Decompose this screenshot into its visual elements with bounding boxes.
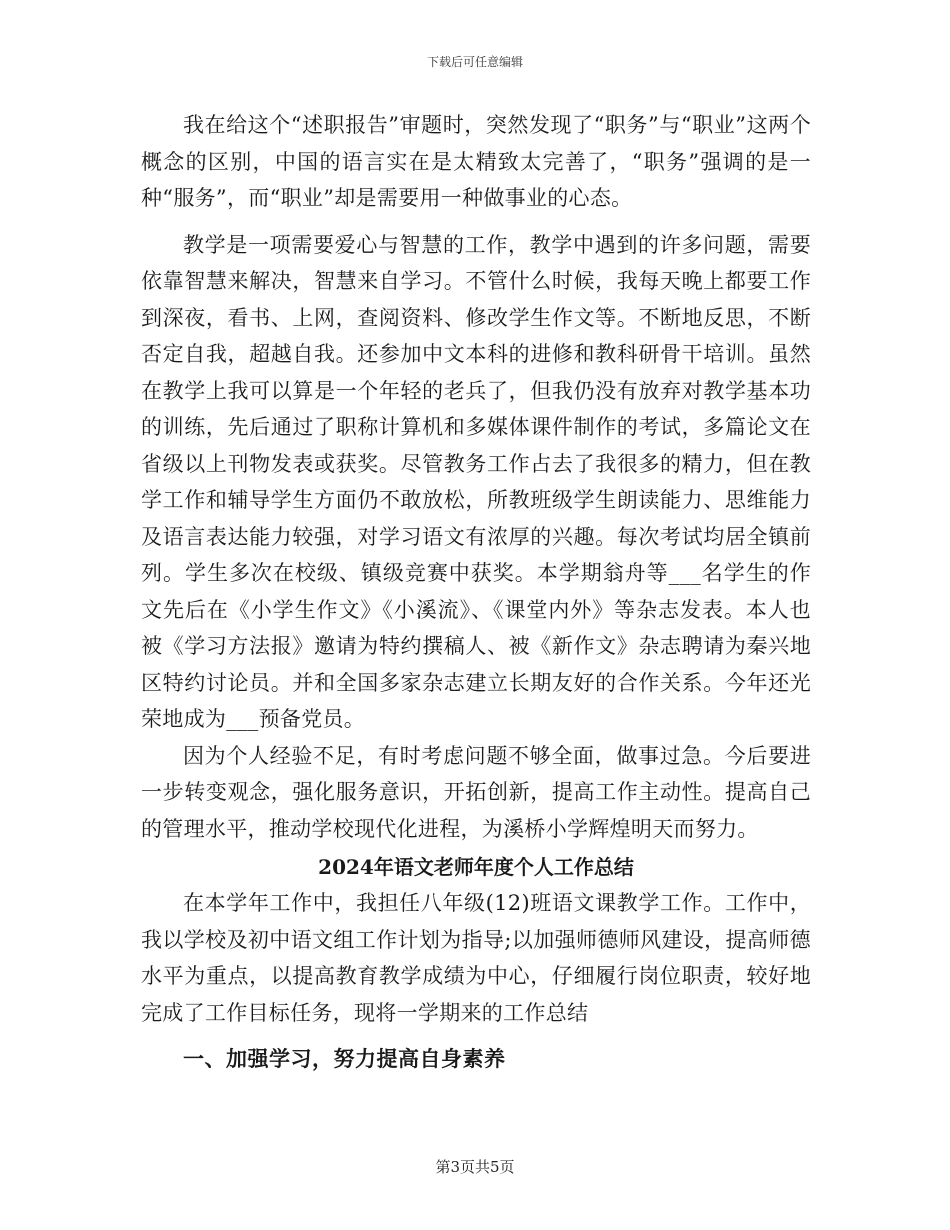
page-number: 第3页共5页 [435,1158,515,1176]
intro-paragraph: 在本学年工作中，我担任八年级(12)班语文课教学工作。工作中，我以学校及初中语文组工作计划为指导;以加强师德师风建设，提高师德水平为重点，以提高教育教学成绩为中心，仔细履行岗位职责，较好地完成了工作目标任务，现将一学期来的工作总结 [141,891,811,1025]
paragraph-3: 因为个人经验不足，有时考虑问题不够全面，做事过急。今后要进一步转变观念，强化服务意识，开拓创新，提高工作主动性。提高自己的管理水平，推动学校现代化进程，为溪桥小学辉煌明天而努力。 [141,743,811,841]
page-header-note: 下载后可任意编辑 [426,55,523,69]
section-heading: 一、加强学习，努力提高自身素养 [183,1046,506,1071]
document-body [141,107,811,1077]
paragraph-2: 教学是一项需要爱心与智慧的工作，教学中遇到的许多问题，需要依靠智慧来解决，智慧来自学习。不管什么时候，我每天晚上都要工作到深夜，看书、上网，查阅资料、修改学生作文等。不断地反思，不断否定自我，超越自我。还参加中文本科的进修和教科研骨干培训。虽然在教学上我可以算是一个年轻的老兵了，但我仍没有放弃对教学基本功的训练，先后通过了职称计算机和多媒体课件制作的考试，多篇论文在省级以上刊物发表或获奖。尽管教务工作占去了我很多的精力，但在教学工作和辅导学生方面仍不敢放松，所教班级学生朗读能力、思维能力及语言表达能力较强，对学习语文有浓厚的兴趣。每次考试均居全镇前列。学生多次在校级、镇级竞赛中获奖。本学期翁舟等___名学生的作文先后在《小学生作文》《小溪流》、《课堂内外》等杂志发表。本人也被《学习方法报》邀请为特约撰稿人、被《新作文》杂志聘请为秦兴地区特约讨论员。并和全国多家杂志建立长期友好的合作关系。今年还光荣地成为___预备党员。 [141,232,811,731]
paragraph-1: 我在给这个“述职报告”审题时，突然发现了“职务”与“职业”这两个概念的区别，中国的语言实在是太精致太完善了，“职务”强调的是一种“服务”，而“职业”却是需要用一种做事业的心态。 [141,113,811,210]
document-title: 2024年语文老师年度个人工作总结 [318,855,634,879]
